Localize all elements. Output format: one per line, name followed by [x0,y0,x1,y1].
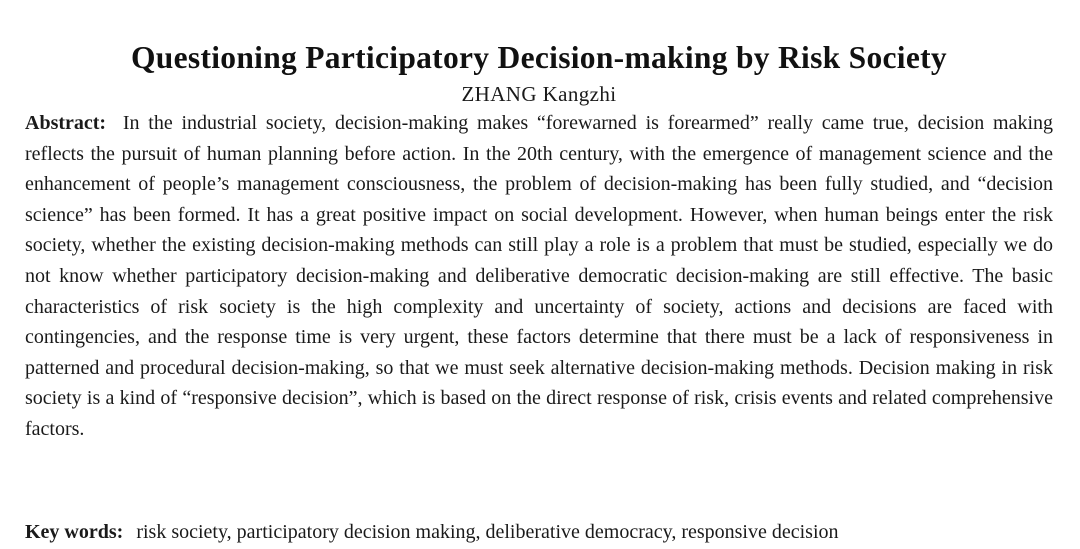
keywords-line [25,517,839,547]
keywords-text: risk society, participatory decision making, deliberative democracy, responsive decision [136,521,839,543]
keywords-label: Key words: [25,521,124,543]
author-name: ZHANG Kangzhi [461,82,617,106]
abstract-label: Abstract: [25,112,107,134]
abstract-text: In the industrial society, decision-making makes “forewarned is forearmed” really came true, decision making reflects the pursuit of human planning before action. In the 20th century, with the emergence of management science and the enhancement of people’s management consciousness, the problem of decision-making has been fully studied, and “decision science” has been formed. It has a great positive impact on social development. However, when human beings enter the risk society, whether the existing decision-making methods can still play a role is a problem that must be studied, especially we do not know whether participatory decision-making and deliberative democratic decision-making are still effective. The basic characteristics of risk society is the high complexity and uncertainty of society, actions and decisions are faced with contingencies, and the response time is very urgent, these factors determine that there must be a lack of responsiveness in patterned and procedural decision-making, so that we must seek alternative decision-making methods. Decision making in risk society is a kind of “responsive decision”, which is based on the direct response of risk, crisis events and related comprehensive factors. [25,112,1054,440]
paper-page [25,0,1054,543]
abstract-paragraph [25,108,1053,445]
paper-title: Questioning Participatory Decision-making by Risk Society [131,40,947,75]
